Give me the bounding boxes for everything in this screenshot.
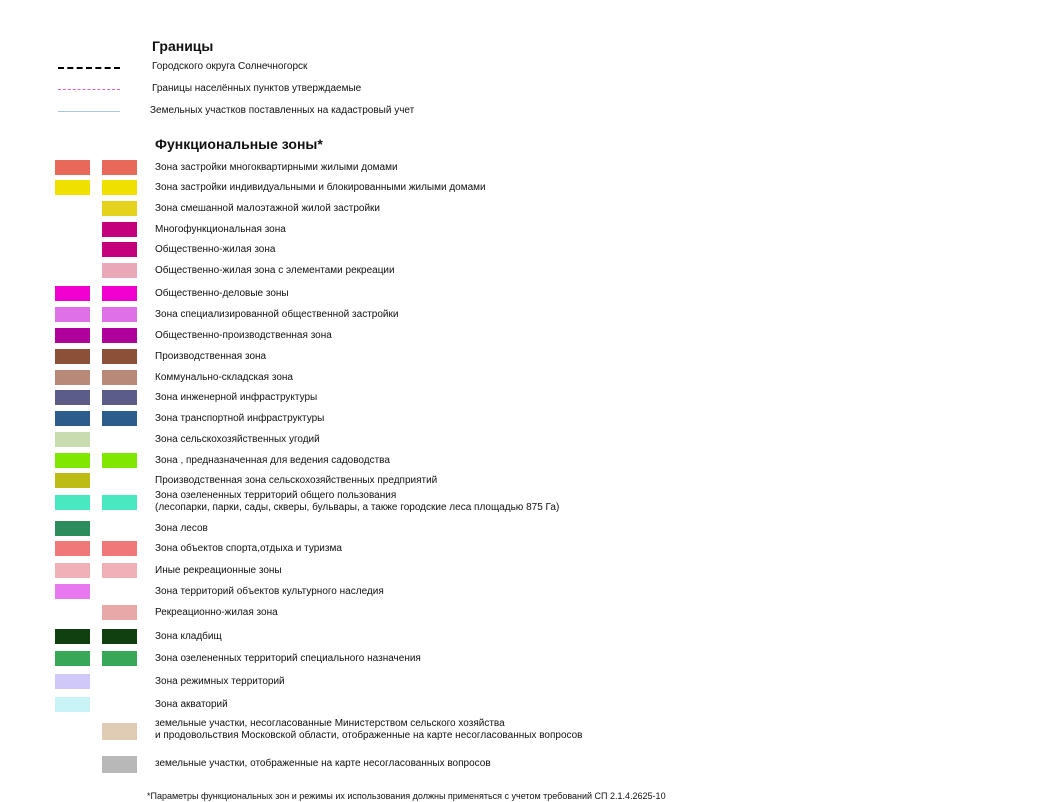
zone-swatch-right [102, 286, 137, 301]
zone-label: Коммунально-складская зона [155, 372, 293, 383]
zone-swatch-left [55, 541, 90, 556]
zone-swatch-right [102, 307, 137, 322]
zone-label: Зона кладбищ [155, 631, 222, 642]
border-line-sample [58, 67, 120, 69]
zone-label: Зона , предназначенная для ведения садоводства [155, 455, 390, 466]
zone-label: Зона застройки многоквартирными жилыми домами [155, 162, 398, 173]
zone-label: Зона объектов спорта,отдыха и туризма [155, 543, 342, 554]
zone-swatch-right [102, 453, 137, 468]
zone-swatch-left [55, 495, 90, 510]
zone-swatch-right [102, 160, 137, 175]
footnote: *Параметры функциональных зон и режимы их использования должны применяться с учетом требований СП 2.1.4.2625-10 [147, 791, 666, 801]
zone-label: Производственная зона сельскохозяйственных предприятий [155, 475, 438, 486]
zones-title: Функциональные зоны* [155, 136, 323, 152]
zone-swatch-left [55, 563, 90, 578]
zone-swatch-left [55, 629, 90, 644]
zone-swatch-right [102, 629, 137, 644]
zone-swatch-left [55, 286, 90, 301]
zone-label: Иные рекреационные зоны [155, 565, 282, 576]
zone-swatch-right [102, 222, 137, 237]
zone-swatch-left [55, 697, 90, 712]
zone-label: Зона сельскохозяйственных угодий [155, 434, 320, 445]
zone-swatch-right [102, 495, 137, 510]
zone-label-line2: (лесопарки, парки, сады, скверы, бульвары, а также городские леса площадью 875 Га) [155, 502, 560, 513]
zone-label: Зона режимных территорий [155, 676, 285, 687]
zone-label: Зона смешанной малоэтажной жилой застройки [155, 203, 380, 214]
zone-swatch-left [55, 349, 90, 364]
border-line-sample [58, 89, 120, 90]
zone-swatch-left [55, 370, 90, 385]
zone-swatch-right [102, 349, 137, 364]
zone-swatch-left [55, 521, 90, 536]
borders-title: Границы [152, 38, 214, 54]
zone-label: Зона территорий объектов культурного наследия [155, 586, 384, 597]
zone-swatch-left [55, 411, 90, 426]
zone-label: Общественно-производственная зона [155, 330, 332, 341]
zone-label: земельные участки, несогласованные Министерством сельского хозяйства [155, 718, 505, 729]
zone-swatch-right [102, 328, 137, 343]
zone-swatch-left [55, 674, 90, 689]
border-label: Границы населённых пунктов утверждаемые [152, 83, 362, 94]
zone-label: Общественно-деловые зоны [155, 288, 289, 299]
border-label: Земельных участков поставленных на кадастровый учет [150, 105, 415, 116]
zone-label: Зона озелененных территорий специального назначения [155, 653, 421, 664]
zone-label: Общественно-жилая зона [155, 244, 276, 255]
zone-label: Зона инженерной инфраструктуры [155, 392, 318, 403]
border-line-sample [58, 111, 120, 112]
zone-label: Зона акваторий [155, 699, 228, 710]
zone-label: Производственная зона [155, 351, 267, 362]
zone-swatch-left [55, 328, 90, 343]
zone-label-line2: и продовольствия Московской области, отображенные на карте несогласованных вопросов [155, 730, 583, 741]
zone-label: Зона транспортной инфраструктуры [155, 413, 325, 424]
zone-label: Зона лесов [155, 523, 208, 534]
zone-swatch-left [55, 180, 90, 195]
zone-swatch-left [55, 453, 90, 468]
zone-label: Зона специализированной общественной застройки [155, 309, 399, 320]
zone-swatch-right [102, 605, 137, 620]
zone-swatch-right [102, 242, 137, 257]
zone-swatch-right [102, 541, 137, 556]
zone-swatch-left [55, 390, 90, 405]
zone-swatch-right [102, 370, 137, 385]
zone-swatch-right [102, 180, 137, 195]
zone-swatch-left [55, 432, 90, 447]
zone-swatch-left [55, 584, 90, 599]
zone-swatch-right [102, 390, 137, 405]
zone-swatch-left [55, 160, 90, 175]
zone-swatch-right [102, 723, 137, 740]
zone-swatch-right [102, 411, 137, 426]
zone-label: Зона застройки индивидуальными и блокированными жилыми домами [155, 182, 486, 193]
zone-swatch-right [102, 756, 137, 773]
zone-swatch-right [102, 563, 137, 578]
zone-label: Рекреационно-жилая зона [155, 607, 278, 618]
zone-swatch-right [102, 651, 137, 666]
zone-label: Общественно-жилая зона с элементами рекреации [155, 265, 395, 276]
border-label: Городского округа Солнечногорск [152, 61, 308, 72]
zone-label: Многофункциональная зона [155, 224, 286, 235]
zone-label: земельные участки, отображенные на карте несогласованных вопросов [155, 758, 491, 769]
zone-swatch-right [102, 263, 137, 278]
zone-label: Зона озелененных территорий общего пользования [155, 490, 397, 501]
zone-swatch-left [55, 307, 90, 322]
zone-swatch-left [55, 651, 90, 666]
zone-swatch-right [102, 201, 137, 216]
zone-swatch-left [55, 473, 90, 488]
